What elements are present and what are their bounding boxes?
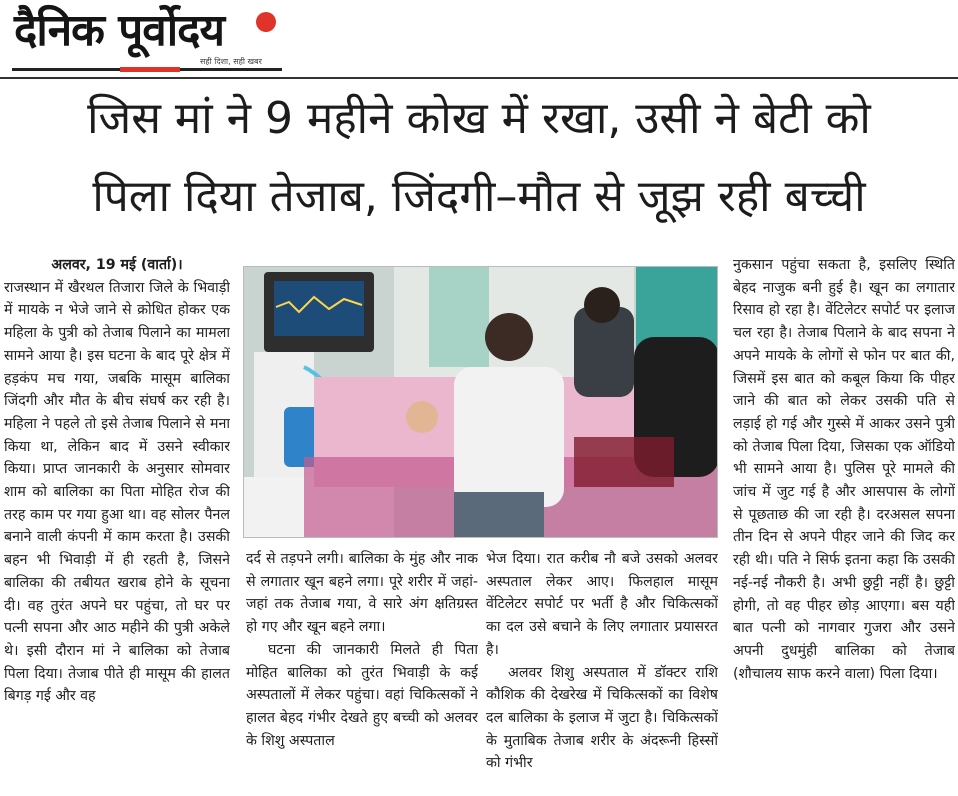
- column-3-paragraph-2: अलवर शिशु अस्पताल में डॉक्टर राशि कौशिक की देखरेख में चिकित्सकों का विशेष दल बालिका के इलाज में जुटा है। चिकित्सकों के मुताबिक तेजाब शरीर के अंदरूनी हिस्सों को गंभीर: [486, 664, 718, 772]
- masthead: [0, 0, 958, 84]
- article-column-1: [4, 254, 230, 794]
- masthead-divider: [0, 77, 958, 79]
- newspaper-logo: दैनिक पूर्वोदय: [14, 5, 225, 56]
- logo-underline-accent: [120, 67, 180, 72]
- headline-line-1: जिस मां ने 9 महीने कोख में रखा, उसी ने बेटी को: [87, 93, 871, 144]
- column-2-paragraph-2: घटना की जानकारी मिलते ही पिता मोहित बालिका को तुरंत भिवाड़ी के कई अस्पतालों में लेकर पहुंचा। वहां चिकित्सकों ने हालत बेहद गंभीर देखते हुए बच्ची को अलवर के शिशु अस्पताल: [246, 641, 478, 749]
- column-4-text: नुकसान पहुंचा सकता है, इसलिए स्थिति बेहद नाजुक बनी हुई है। खून का लगातार रिसाव हो रहा है। वेंटिलेटर सपोर्ट पर इलाज चल रहा है। तेजाब पिलाने के बाद सपना ने अपने मायके के लोगों से फोन पर बात की, जिसमें इस बात को कबूल किया कि पीहर जाने की बात को लेकर उसकी पति से लड़ाई हो गई और गुस्से में आकर उसने पुत्री को तेजाब पिला दिया, जिसका एक ऑडियो भी सामने आया है। पुलिस पूरे मामले की जांच में जुट गई है और आसपास के लोगों से पूछताछ की जा रही है। दरअसल सपना तीन दिन से अपने पीहर जाने की जिद कर रही थी। पति ने सिर्फ इतना कहा कि उसकी नई-नई नौकरी है। अभी छुट्टी नहीं है। छुट्टी होगी, तो वह पीहर छोड़ आएगा। बस यही बात पत्नी को नागवार गुजरा और उसने अपनी दुधमुंही बालिका को तेजाब (शौचालय साफ करने वाला) पिला दिया।: [733, 257, 955, 682]
- logo-dot-icon: [256, 12, 276, 32]
- column-2-paragraph-1: दर्द से तड़पने लगी। बालिका के मुंह और नाक से लगातार खून बहने लगा। पूरे शरीर में जहां-जहां तक तेजाब गया, वे सारे अंग क्षतिग्रस्त हो गए और खून बहने लगा।: [246, 551, 478, 636]
- dateline: अलवर, 19 मई (वार्ता)।: [51, 257, 183, 273]
- hospital-scene-image: [244, 267, 718, 538]
- article-column-2: [246, 548, 478, 794]
- article-column-4: [733, 254, 955, 794]
- logo-tagline: सही दिशा, सही खबर: [200, 57, 262, 66]
- article-column-3: [486, 548, 718, 794]
- column-3-paragraph-1: भेज दिया। रात करीब नौ बजे उसको अलवर अस्पताल लेकर आए। फिलहाल मासूम वेंटिलेटर सपोर्ट पर भर्ती है और चिकित्सकों का दल उसे बचाने के लिए लगातार प्रयासरत है।: [486, 551, 718, 658]
- headline-line-2: पिला दिया तेजाब, जिंदगी–मौत से जूझ रही बच्ची: [92, 171, 866, 222]
- column-1-text: राजस्थान में खैरथल तिजारा जिले के भिवाड़ी में मायके न भेजे जाने से क्रोधित होकर एक महिला के पुत्री को तेजाब पिलाने का मामला सामने आया है। इस घटना के बाद पूरे क्षेत्र में हड़कंप मच गया, जबकि मासूम बालिका जिंदगी और मौत के बीच संघर्ष कर रही है। महिला ने पहले तो इसे तेजाब पिलाने से मना किया था, लेकिन बाद में उसने स्वीकार किया। प्राप्त जानकारी के अनुसार सोमवार शाम को बालिका का पिता मोहित रोज की तरह काम पर गया हुआ था। वह सोलर पैनल बनाने वाली कंपनी में काम करता है। उसकी बहन भी भिवाड़ी में ही रहती है, जिसने बालिका की तबीयत खराब होने के सूचना दी। वह तुरंत अपने घर पहुंचा, तो घर पर पत्नी सपना और आठ महीने की पुत्री अकेले थे। इसी दौरान मां ने बालिका को तेजाब पिला दिया। तेजाब पीते ही मासूम की हालत बिगड़ गई और वह: [4, 279, 230, 705]
- news-photo: [243, 266, 718, 538]
